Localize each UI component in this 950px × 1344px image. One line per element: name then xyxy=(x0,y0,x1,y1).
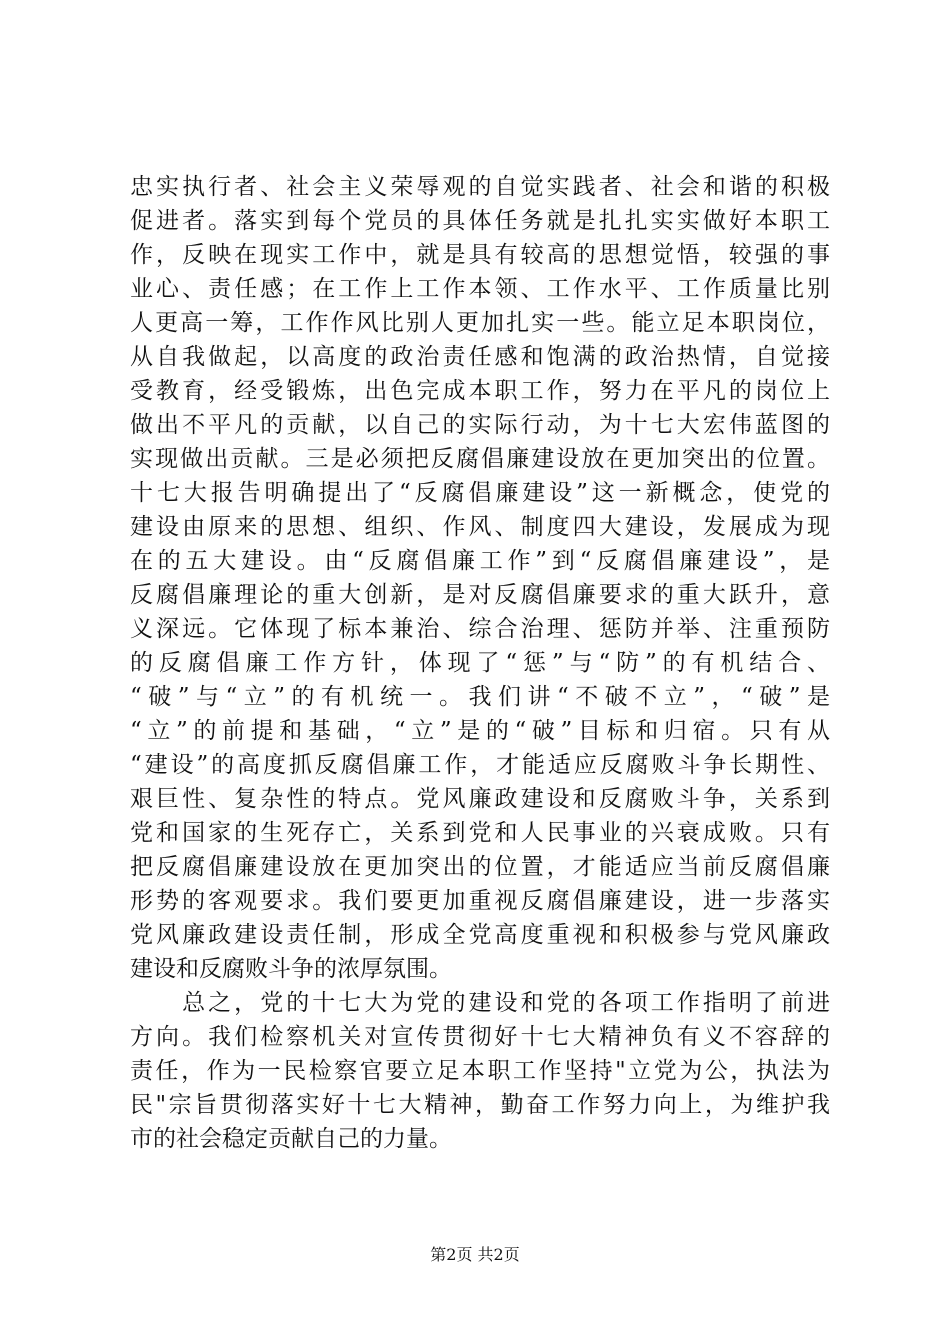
text-line: 十七大报告明确提出了“反腐倡廉建设”这一新概念，使党的 xyxy=(130,480,830,506)
text-line: 业心、责任感；在工作上工作本领、工作水平、工作质量比别 xyxy=(130,276,830,302)
text-line: “破”与“立”的有机统一。我们讲“不破不立”，“破”是 xyxy=(130,684,830,710)
text-line: 人更高一筹，工作作风比别人更加扎实一些。能立足本职岗位， xyxy=(130,310,830,336)
text-line: 建设由原来的思想、组织、作风、制度四大建设，发展成为现 xyxy=(130,514,830,540)
text-line: 在的五大建设。由“反腐倡廉工作”到“反腐倡廉建设”，是 xyxy=(130,548,830,574)
page-number-footer: 第2页 共2页 xyxy=(430,1245,520,1264)
text-line: 做出不平凡的贡献，以自己的实际行动，为十七大宏伟蓝图的 xyxy=(130,412,830,438)
text-line: 市的社会稳定贡献自己的力量。 xyxy=(130,1126,452,1152)
text-line: 的反腐倡廉工作方针，体现了“惩”与“防”的有机结合、 xyxy=(130,650,830,676)
text-line: 实现做出贡献。三是必须把反腐倡廉建设放在更加突出的位置。 xyxy=(130,446,830,472)
text-line: 反腐倡廉理论的重大创新，是对反腐倡廉要求的重大跃升，意 xyxy=(130,582,830,608)
text-line: 党风廉政建设责任制，形成全党高度重视和积极参与党风廉政 xyxy=(130,922,830,948)
body-text xyxy=(130,170,830,1156)
text-line: “立”的前提和基础，“立”是的“破”目标和归宿。只有从 xyxy=(130,718,830,744)
text-line: “建设”的高度抓反腐倡廉工作，才能适应反腐败斗争长期性、 xyxy=(130,752,830,778)
text-line: 忠实执行者、社会主义荣辱观的自觉实践者、社会和谐的积极 xyxy=(130,174,830,200)
text-line: 从自我做起，以高度的政治责任感和饱满的政治热情，自觉接 xyxy=(130,344,830,370)
text-line: 形势的客观要求。我们要更加重视反腐倡廉建设，进一步落实 xyxy=(130,888,830,914)
text-line: 艰巨性、复杂性的特点。党风廉政建设和反腐败斗争，关系到 xyxy=(130,786,830,812)
text-line: 方向。我们检察机关对宣传贯彻好十七大精神负有义不容辞的 xyxy=(130,1024,830,1050)
text-line: 党和国家的生死存亡，关系到党和人民事业的兴衰成败。只有 xyxy=(130,820,830,846)
text-line: 责任，作为一民检察官要立足本职工作坚持"立党为公，执法为 xyxy=(130,1058,830,1084)
text-line: 促进者。落实到每个党员的具体任务就是扎扎实实做好本职工 xyxy=(130,208,830,234)
text-line: 把反腐倡廉建设放在更加突出的位置，才能适应当前反腐倡廉 xyxy=(130,854,830,880)
text-line: 义深远。它体现了标本兼治、综合治理、惩防并举、注重预防 xyxy=(130,616,830,642)
text-line: 建设和反腐败斗争的浓厚氛围。 xyxy=(130,956,452,982)
text-line: 受教育，经受锻炼，出色完成本职工作，努力在平凡的岗位上 xyxy=(130,378,830,404)
text-line: 民"宗旨贯彻落实好十七大精神，勤奋工作努力向上，为维护我 xyxy=(130,1092,830,1118)
text-line: 作，反映在现实工作中，就是具有较高的思想觉悟，较强的事 xyxy=(130,242,830,268)
text-line: 总之，党的十七大为党的建设和党的各项工作指明了前进 xyxy=(130,990,830,1016)
